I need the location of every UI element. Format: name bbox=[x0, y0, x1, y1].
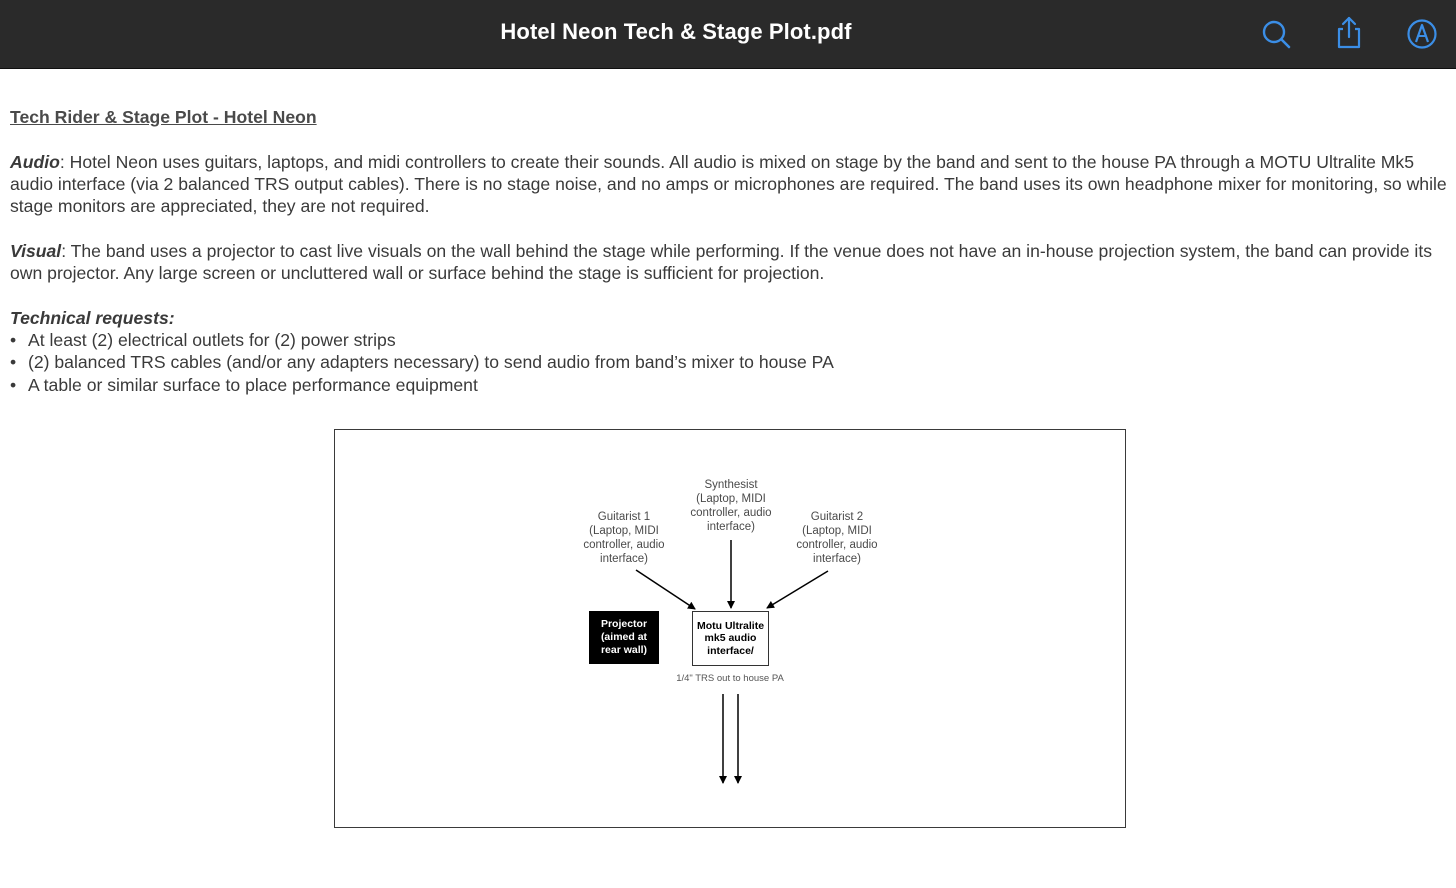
audio-interface-box: Motu Ultralite mk5 audio interface/ bbox=[692, 611, 769, 666]
list-item-text: (2) balanced TRS cables (and/or any adapters necessary) to send audio from band’s mixer to house PA bbox=[28, 352, 834, 373]
technical-requests-label: Technical requests: bbox=[10, 307, 175, 328]
search-icon[interactable] bbox=[1256, 14, 1296, 54]
markup-icon[interactable] bbox=[1402, 14, 1442, 54]
projector-box: Projector (aimed at rear wall) bbox=[589, 611, 659, 664]
visual-label: Visual bbox=[10, 240, 62, 261]
visual-paragraph bbox=[10, 240, 1450, 285]
bullet-mark: • bbox=[10, 352, 17, 373]
guitarist2-arrow bbox=[767, 571, 828, 608]
doc-heading: Tech Rider & Stage Plot - Hotel Neon bbox=[10, 107, 317, 127]
guitarist1-label: Guitarist 1 (Laptop, MIDI controller, audio interface) bbox=[583, 511, 665, 565]
list-item bbox=[10, 374, 1450, 396]
bullet-mark: • bbox=[10, 329, 17, 350]
audio-text: : Hotel Neon uses guitars, laptops, and midi controllers to create their sounds. All audio is mixed on stage by the band and sent to the house PA through a MOTU Ultralite Mk5 audio interface (via 2 balanced TRS output cables). There is no stage noise, and no amps or microphones are required. The band uses its own headphone mixer for monitoring, so while stage monitors are appreciated, they are not required. bbox=[10, 151, 1447, 217]
guitarist1-arrow bbox=[636, 570, 695, 609]
audio-paragraph bbox=[10, 151, 1450, 218]
list-item-text: At least (2) electrical outlets for (2) power strips bbox=[28, 329, 396, 350]
audio-label: Audio bbox=[10, 151, 60, 172]
visual-text: : The band uses a projector to cast live visuals on the wall behind the stage while performing. If the venue does not have an in-house projection system, the band can provide its own projector. Any large screen or uncluttered wall or surface behind the stage is sufficient for projection. bbox=[10, 240, 1433, 284]
top-toolbar bbox=[0, 0, 1456, 69]
pdf-page-content bbox=[10, 106, 1450, 396]
output-label: 1/4" TRS out to house PA bbox=[676, 673, 784, 684]
list-item bbox=[10, 329, 1450, 351]
list-item-text: A table or similar surface to place performance equipment bbox=[28, 374, 478, 395]
bullet-mark: • bbox=[10, 374, 17, 395]
share-icon[interactable] bbox=[1329, 14, 1369, 54]
guitarist2-label: Guitarist 2 (Laptop, MIDI controller, audio interface) bbox=[796, 511, 878, 565]
list-item bbox=[10, 351, 1450, 373]
stage-plot-diagram bbox=[334, 429, 1126, 828]
document-title: Hotel Neon Tech & Stage Plot.pdf bbox=[500, 19, 852, 44]
synthesist-label: Synthesist (Laptop, MIDI controller, audio interface) bbox=[690, 479, 772, 533]
